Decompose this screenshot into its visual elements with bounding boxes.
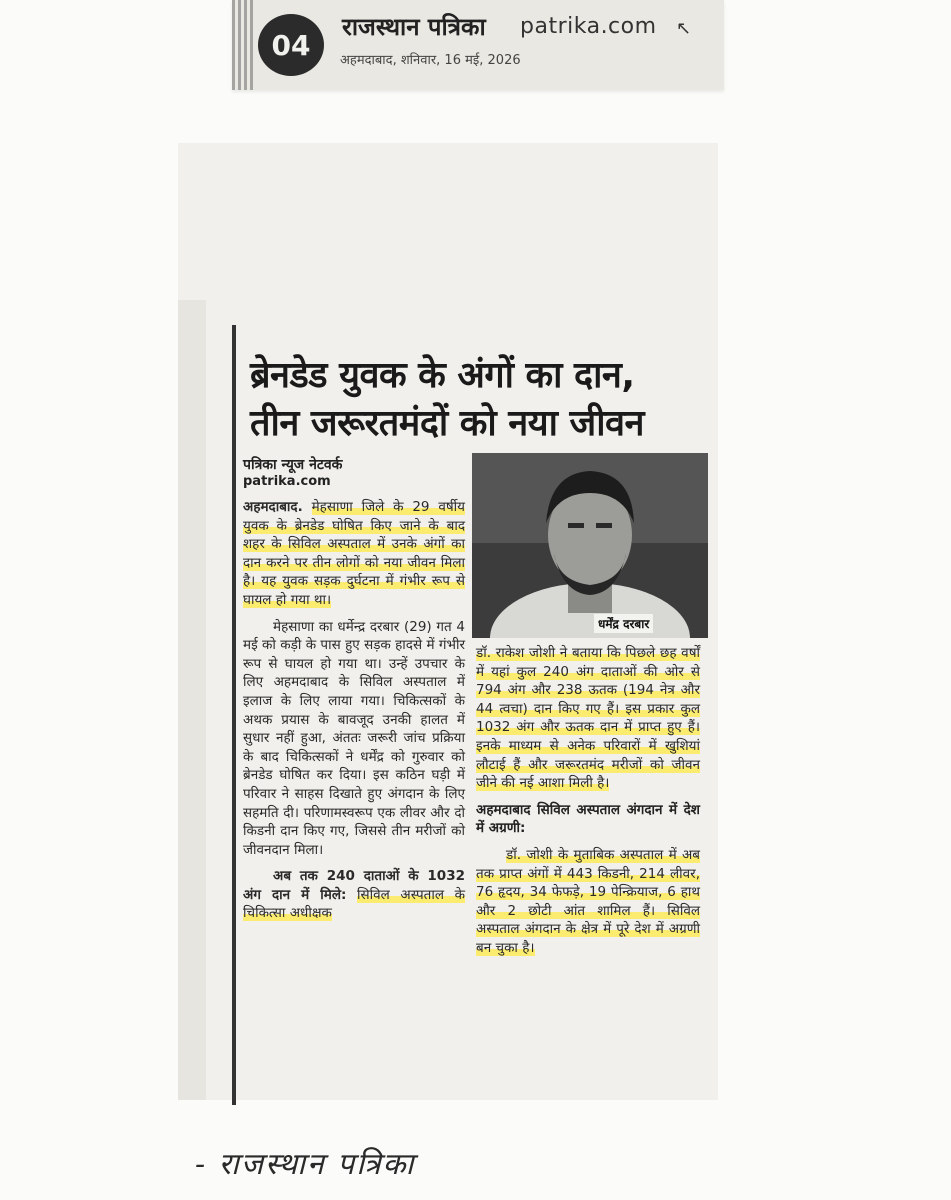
headline-line-1: ब्रेनडेड युवक के अंगों का दान, [250,355,635,396]
person-photo [472,453,708,638]
paragraph-stats-start [243,867,465,923]
paragraph-intro [243,498,465,610]
intro-text: मेहसाणा जिले के 29 वर्षीय युवक के ब्रेनडेड घोषित किए जाने के बाद शहर के सिविल अस्पताल में उनके अंगों का दान करने पर तीन लोगों को नया जीवन मिला है। यह युवक सड़क दुर्घटना में गंभीर रूप से घायल हो गया था। [243,499,465,608]
byline-website: patrika.com [243,474,331,489]
article-column-1 [243,498,465,931]
newspaper-name: राजस्थान पत्रिका [342,13,486,41]
portrait-image [472,453,708,638]
masthead-texture [232,0,256,90]
adjacent-column-edge [178,300,206,1100]
headline-line-2: तीन जरूरतमंदों को नया जीवन [250,403,645,444]
paragraph-organs [476,846,700,958]
byline: पत्रिका न्यूज नेटवर्क [243,457,343,473]
dateline-lead: अहमदाबाद. [243,499,303,515]
stats-start-text: सिविल अस्पताल के चिकित्सा अधीक्षक [243,886,465,922]
cursor-icon: ↖ [676,18,692,39]
article-column-2 [476,644,700,966]
dateline: अहमदाबाद, शनिवार, 16 मई, 2026 [340,53,521,68]
stats-text: डॉ. राकेश जोशी ने बताया कि पिछले छह वर्षों में यहां कुल 240 अंग दाताओं की ओर से 794 अंग और 238 ऊतक (194 नेत्र और 44 त्वचा) दान किए गए हैं। इस प्रकार कुल 1032 अंग और ऊतक दान में प्राप्त हुए हैं। इनके माध्यम से अनेक परिवारों में खुशियां लौटाई हैं और जरूरतमंद मरीजों को जीवन जीने की नई आशा मिली है। [476,645,700,792]
page-number-badge: 04 [258,14,324,76]
organs-text: डॉ. जोशी के मुताबिक अस्पताल में अब तक प्राप्त अंगों में 443 किडनी, 214 लीवर, 76 हृदय, 34 फेफड़े, 19 पेन्क्रियाज, 6 हाथ और 2 छोटी आंत शामिल हैं। सिविल अस्पताल अंगदान के क्षेत्र में पूरे देश में अग्रणी बन चुका है। [476,846,700,956]
paragraph-story: मेहसाणा का धर्मेन्द्र दरबार (29) गत 4 मई को कड़ी के पास हुए सड़क हादसे में गंभीर रूप से घायल हो गया था। उन्हें उपचार के लिए अहमदाबाद के सिविल अस्पताल में इलाज के लिए लाया गया। चिकित्सकों के अथक प्रयास के बावजूद उनकी हालत में सुधार नहीं हुआ, अंततः जरूरी जांच प्रक्रिया के बाद चिकित्सकों ने धर्मेंद्र को गुरुवार को ब्रेनडेड घोषित कर दिया। इस कठिन घड़ी में परिवार ने साहस दिखाते हुए अंगदान के लिए सहमति दी। परिणामस्वरूप एक लीवर और दो किडनी दान किए गए, जिससे तीन मरीजों को जीवनदान मिला। [243,618,465,858]
newspaper-website: patrika.com [520,14,657,39]
subheading-leader: अहमदाबाद सिविल अस्पताल अंगदान में देश में अग्रणी: [476,801,700,837]
paragraph-stats [476,644,700,793]
article-headline [250,352,690,448]
handwritten-note: - राजस्थान पत्रिका [195,1147,416,1182]
subheading-donors: अब तक 240 दाताओं के 1032 अंग दान में मिले: [243,868,465,903]
photo-caption: धर्मेंद्र दरबार [594,614,653,633]
